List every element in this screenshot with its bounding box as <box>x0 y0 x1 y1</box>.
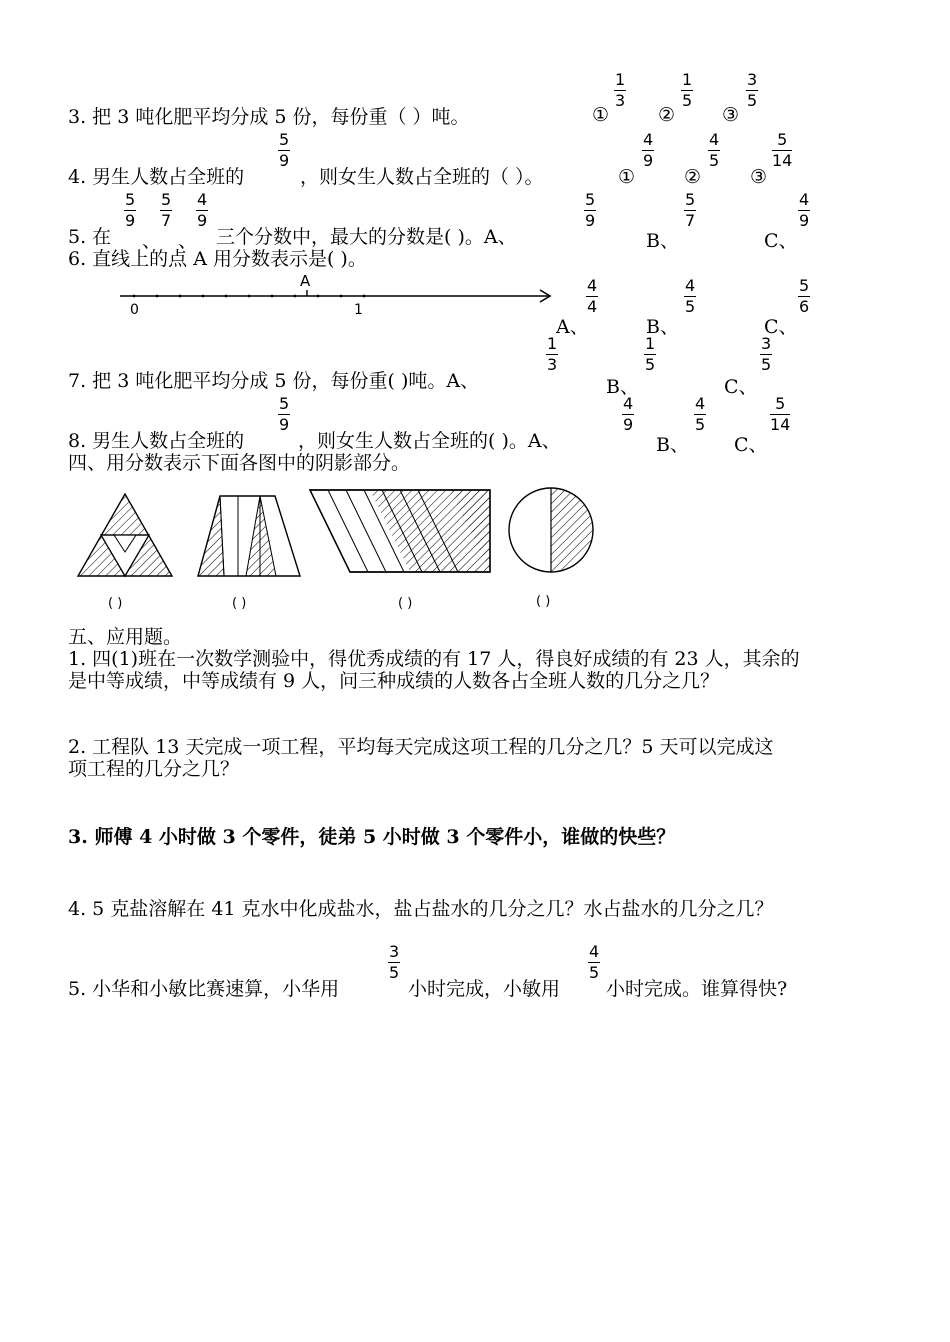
q8-option-b-label: B、 <box>656 434 689 456</box>
q5-option-b-label: B、 <box>646 230 679 252</box>
q5-separator-1: 、 <box>142 230 162 252</box>
problem-5-text-start: 5. 小华和小敏比赛速算，小华用 <box>68 978 340 1000</box>
q5-option-b-fraction: $\frac{5}{7}$ <box>685 190 696 230</box>
q6-option-a-fraction: $\frac{4}{4}$ <box>587 276 598 316</box>
problem-5-fraction-2: $\frac{4}{5}$ <box>589 942 600 982</box>
q5-option-c-fraction: $\frac{4}{9}$ <box>799 190 810 230</box>
q4-option-2-marker: ② <box>684 166 702 188</box>
q5-option-a-fraction: $\frac{5}{9}$ <box>585 190 596 230</box>
q5-fraction-2: $\frac{5}{7}$ <box>161 190 172 230</box>
q4-option-1-fraction: $\frac{4}{9}$ <box>643 130 654 170</box>
figure-trapezoid <box>198 496 300 576</box>
q6-text: 6. 直线上的点 A 用分数表示是( )。 <box>68 248 367 270</box>
figure-parallelogram <box>310 490 490 572</box>
problem-5-fraction-1: $\frac{3}{5}$ <box>389 942 400 982</box>
q6-option-a-label: A、 <box>556 316 589 338</box>
q6-option-b-fraction: $\frac{4}{5}$ <box>685 276 696 316</box>
q7-option-b-fraction: $\frac{1}{5}$ <box>645 334 656 374</box>
answer-blank-figure-4[interactable]: ( ) <box>536 594 551 609</box>
q5-fraction-3: $\frac{4}{9}$ <box>197 190 208 230</box>
zero-label: 0 <box>130 302 139 318</box>
problem-2-line-2: 项工程的几分之几？ <box>68 758 240 780</box>
q5-option-c-label: C、 <box>764 230 798 252</box>
q3-text: 3. 把 3 吨化肥平均分成 5 份，每份重（ ）吨。 <box>68 106 470 128</box>
q4-option-3-marker: ③ <box>750 166 768 188</box>
q5-text-end: 三个分数中，最大的分数是( )。A、 <box>216 226 517 248</box>
figure-triangle <box>78 494 172 576</box>
answer-blank-figure-3[interactable]: ( ) <box>398 596 413 611</box>
point-a-label: A <box>300 272 311 290</box>
q5-separator-2: 、 <box>178 230 198 252</box>
q6-option-b-label: B、 <box>646 316 679 338</box>
q8-text-start: 8. 男生人数占全班的 <box>68 430 245 452</box>
q5-fraction-1: $\frac{5}{9}$ <box>125 190 136 230</box>
q7-option-c-label: C、 <box>724 376 758 398</box>
shaded-figures <box>70 484 630 584</box>
q8-option-c-fraction: $\frac{5}{14}$ <box>770 394 791 434</box>
q4-option-1-marker: ① <box>618 166 636 188</box>
problem-5-text-end: 小时完成。谁算得快? <box>606 978 788 1000</box>
q3-option-2-marker: ② <box>658 104 676 126</box>
q4-option-2-fraction: $\frac{4}{5}$ <box>709 130 720 170</box>
problem-5-text-middle: 小时完成，小敏用 <box>408 978 561 1000</box>
q3-option-1-fraction: $\frac{1}{3}$ <box>615 70 626 110</box>
figure-circle <box>509 484 601 584</box>
q7-option-c-fraction: $\frac{3}{5}$ <box>761 334 772 374</box>
problem-1-line-2: 是中等成绩，中等成绩有 9 人，问三种成绩的人数各占全班人数的几分之几？ <box>68 670 720 692</box>
problem-3-text: 3. 师傅 4 小时做 3 个零件，徒弟 5 小时做 3 个零件小，谁做的快些？ <box>68 826 676 848</box>
q8-option-c-label: C、 <box>734 434 768 456</box>
one-label: 1 <box>354 302 363 318</box>
section-4-title: 四、用分数表示下面各图中的阴影部分。 <box>68 452 411 474</box>
answer-blank-figure-1[interactable]: ( ) <box>108 596 123 611</box>
q8-inline-fraction: $\frac{5}{9}$ <box>279 394 290 434</box>
q7-text: 7. 把 3 吨化肥平均分成 5 份，每份重( )吨。A、 <box>68 370 480 392</box>
problem-2-line-1: 2. 工程队 13 天完成一项工程，平均每天完成这项工程的几分之几？5 天可以完成这 <box>68 736 774 758</box>
q5-text-start: 5. 在 <box>68 226 112 248</box>
q8-text-end: ，则女生人数占全班的( )。A、 <box>298 430 561 452</box>
q3-option-2-fraction: $\frac{1}{5}$ <box>682 70 693 110</box>
q6-option-c-fraction: $\frac{5}{6}$ <box>799 276 810 316</box>
number-line <box>118 276 558 316</box>
q7-option-a-fraction: $\frac{1}{3}$ <box>547 334 558 374</box>
q6-option-c-label: C、 <box>764 316 798 338</box>
problem-4-text: 4. 5 克盐溶解在 41 克水中化成盐水，盐占盐水的几分之几？水占盐水的几分之几？ <box>68 898 774 920</box>
q3-option-3-marker: ③ <box>722 104 740 126</box>
q3-option-1-marker: ① <box>592 104 610 126</box>
section-5-title: 五、应用题。 <box>68 626 183 648</box>
q3-option-3-fraction: $\frac{3}{5}$ <box>747 70 758 110</box>
q4-inline-fraction: $\frac{5}{9}$ <box>279 130 290 170</box>
q4-text-end: ，则女生人数占全班的（ ）。 <box>300 166 544 188</box>
q4-option-3-fraction: $\frac{5}{14}$ <box>772 130 793 170</box>
q8-option-a-fraction: $\frac{4}{9}$ <box>623 394 634 434</box>
answer-blank-figure-2[interactable]: ( ) <box>232 596 247 611</box>
q8-option-b-fraction: $\frac{4}{5}$ <box>695 394 706 434</box>
q4-text-start: 4. 男生人数占全班的 <box>68 166 245 188</box>
problem-1-line-1: 1. 四(1)班在一次数学测验中，得优秀成绩的有 17 人，得良好成绩的有 23 人，其余的 <box>68 648 800 670</box>
q7-option-b-label: B、 <box>606 376 639 398</box>
